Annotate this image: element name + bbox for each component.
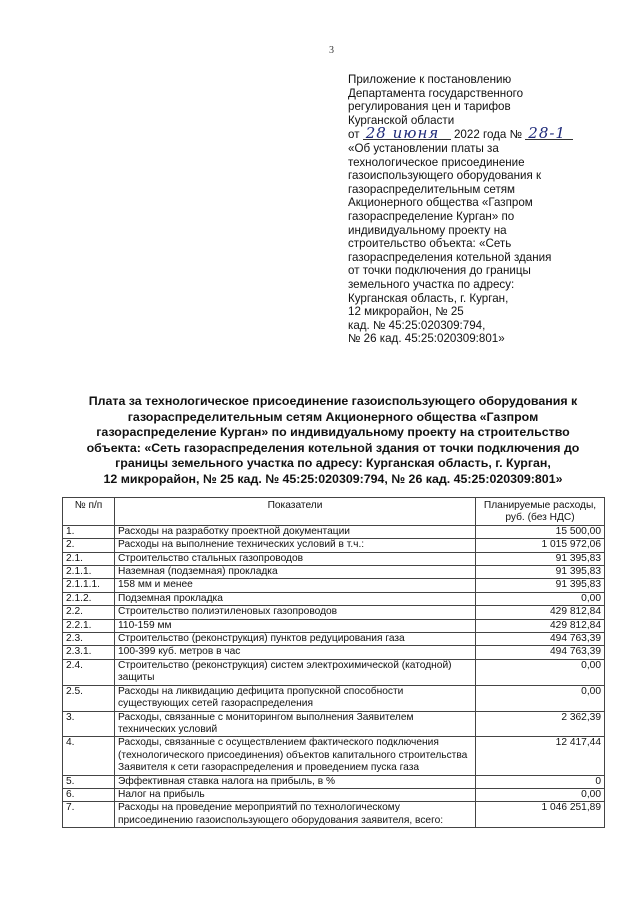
table-row	[63, 633, 605, 646]
header-num: № п/п	[63, 498, 115, 526]
table-row	[63, 566, 605, 579]
title-line: Плата за технологическое присоединение газоиспользующего оборудования к	[88, 394, 578, 408]
table-row	[63, 539, 605, 552]
appendix-line: технологическое присоединение	[348, 155, 525, 169]
row-indicator: Расходы на ликвидацию дефицита пропускной способности существующих сетей газораспределения	[115, 685, 476, 711]
row-indicator: Строительство полиэтиленовых газопроводов	[115, 606, 476, 619]
table-row	[63, 619, 605, 632]
row-value: 494 763,39	[476, 633, 605, 646]
date-prefix: от	[348, 128, 360, 142]
row-num: 2.1.1.1.	[63, 579, 115, 592]
row-num: 3.	[63, 711, 115, 737]
row-num: 5.	[63, 775, 115, 788]
row-num: 1.	[63, 525, 115, 538]
row-value: 0,00	[476, 788, 605, 801]
table-row	[63, 711, 605, 737]
row-indicator: Строительство (реконструкция) систем электрохимической (катодной) защиты	[115, 659, 476, 685]
row-num: 2.1.1.	[63, 566, 115, 579]
table-row	[63, 646, 605, 659]
row-value: 429 812,84	[476, 606, 605, 619]
table-row	[63, 579, 605, 592]
appendix-line: строительство объекта: «Сеть	[348, 237, 512, 251]
row-indicator: Подземная прокладка	[115, 592, 476, 605]
row-value: 429 812,84	[476, 619, 605, 632]
row-num: 2.2.	[63, 606, 115, 619]
row-value: 1 046 251,89	[476, 802, 605, 828]
header-indicator: Показатели	[115, 498, 476, 526]
row-value: 12 417,44	[476, 737, 605, 775]
row-value: 1 015 972,06	[476, 539, 605, 552]
handwritten-date: 28 июня	[363, 127, 451, 140]
row-num: 2.	[63, 539, 115, 552]
row-indicator: Строительство (реконструкция) пунктов редуцирования газа	[115, 633, 476, 646]
row-value: 15 500,00	[476, 525, 605, 538]
row-num: 7.	[63, 802, 115, 828]
appendix-line: от точки подключения до границы	[348, 264, 531, 278]
row-num: 2.3.1.	[63, 646, 115, 659]
row-indicator: 158 мм и менее	[115, 579, 476, 592]
table-row	[63, 552, 605, 565]
row-indicator: 100-399 куб. метров в час	[115, 646, 476, 659]
row-indicator: Расходы на выполнение технических условий в т.ч.:	[115, 539, 476, 552]
appendix-line: Курганской области	[348, 113, 455, 127]
title-line: объекта: «Сеть газораспределения котельной здания от точки подключения до	[86, 440, 580, 455]
appendix-line: кад. № 45:25:020309:794,	[348, 318, 486, 332]
row-indicator: Наземная (подземная) прокладка	[115, 566, 476, 579]
row-value: 2 362,39	[476, 711, 605, 737]
row-indicator: Эффективная ставка налога на прибыль, в %	[115, 775, 476, 788]
row-num: 2.4.	[63, 659, 115, 685]
row-value: 91 395,83	[476, 552, 605, 565]
year-text: 2022 года №	[453, 128, 523, 142]
row-indicator: 110-159 мм	[115, 619, 476, 632]
appendix-line: Акционерного общества «Газпром	[348, 196, 533, 210]
row-indicator: Расходы на проведение мероприятий по технологическому присоединению газоиспользующего оборудования заявителя, всего:	[115, 802, 476, 828]
row-value: 91 395,83	[476, 566, 605, 579]
row-num: 2.1.2.	[63, 592, 115, 605]
row-num: 2.3.	[63, 633, 115, 646]
appendix-line: газоиспользующего оборудования к	[348, 169, 542, 183]
row-num: 2.5.	[63, 685, 115, 711]
appendix-line: 12 микрорайон, № 25	[348, 305, 464, 319]
table-row	[63, 788, 605, 801]
row-value: 494 763,39	[476, 646, 605, 659]
appendix-line: Курганская область, г. Курган,	[348, 291, 509, 305]
table-row	[63, 685, 605, 711]
appendix-line: газораспределительным сетям	[348, 182, 515, 196]
row-num: 2.1.	[63, 552, 115, 565]
header-value: Планируемые расходы, руб. (без НДС)	[476, 498, 605, 526]
document-title	[58, 394, 608, 488]
table-row	[63, 592, 605, 605]
table-row	[63, 606, 605, 619]
appendix-line: земельного участка по адресу:	[348, 277, 515, 291]
row-indicator: Расходы, связанные с осуществлением фактического подключения (технологического присоединения) объектов капитального строительства Заявителя к сети газораспределения и проведением пуска газа	[115, 737, 476, 775]
row-indicator: Расходы, связанные с мониторингом выполнения Заявителем технических условий	[115, 711, 476, 737]
table-row	[63, 775, 605, 788]
appendix-line: № 26 кад. 45:25:020309:801»	[348, 332, 505, 346]
appendix-date-line	[348, 124, 598, 143]
title-line: газораспределение Курган» по индивидуальному проекту на строительство	[96, 425, 570, 440]
appendix-line: индивидуальному проекту на	[348, 223, 507, 237]
appendix-line: регулирования цен и тарифов	[348, 100, 511, 114]
appendix-header	[348, 73, 598, 346]
row-num: 6.	[63, 788, 115, 801]
row-value: 0,00	[476, 685, 605, 711]
row-indicator: Налог на прибыль	[115, 788, 476, 801]
table-header-row	[63, 498, 605, 526]
row-value: 0,00	[476, 592, 605, 605]
row-num: 2.2.1.	[63, 619, 115, 632]
table-row	[63, 525, 605, 538]
appendix-line: Приложение к постановлению	[348, 73, 512, 86]
title-line: границы земельного участка по адресу: Курганская область, г. Курган,	[115, 456, 551, 471]
row-indicator: Расходы на разработку проектной документации	[115, 525, 476, 538]
table-row	[63, 737, 605, 775]
appendix-line: газораспределения котельной здания	[348, 250, 552, 264]
page-number: 3	[329, 45, 334, 56]
row-value: 0	[476, 775, 605, 788]
title-line: 12 микрорайон, № 25 кад. № 45:25:020309:794, № 26 кад. 45:25:020309:801»	[103, 471, 563, 486]
table-row	[63, 659, 605, 685]
row-indicator: Строительство стальных газопроводов	[115, 552, 476, 565]
table-row	[63, 802, 605, 828]
title-line: газораспределительным сетям Акционерного общества «Газпром	[127, 409, 539, 424]
handwritten-number: 28-1	[525, 127, 573, 140]
costs-table	[62, 497, 605, 828]
appendix-line: «Об установлении платы за	[348, 141, 499, 155]
appendix-line: газораспределение Курган» по	[348, 209, 515, 223]
row-value: 91 395,83	[476, 579, 605, 592]
appendix-line: Департамента государственного	[348, 86, 524, 100]
row-num: 4.	[63, 737, 115, 775]
row-value: 0,00	[476, 659, 605, 685]
